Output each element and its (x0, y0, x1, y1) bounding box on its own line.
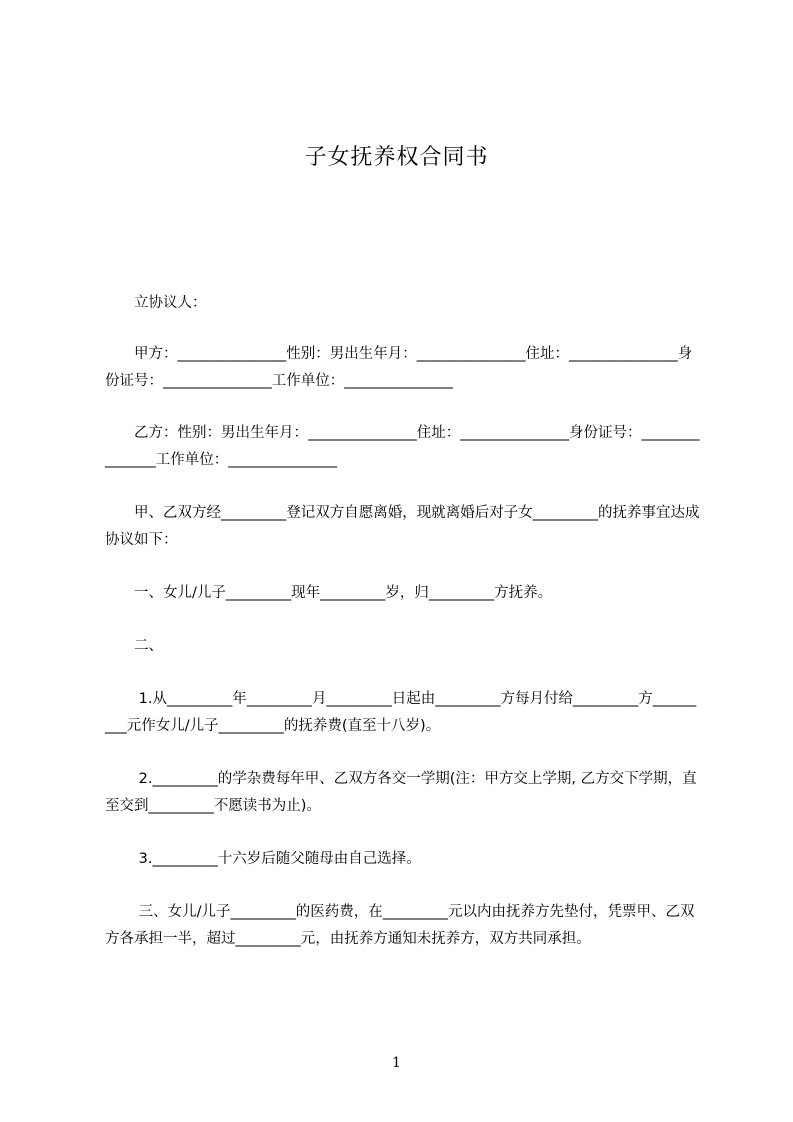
document-title: 子女抚养权合同书 (304, 145, 489, 170)
paragraph-preamble: 甲、乙双方经_________登记双方自愿离婚，现就离婚后对子女_________的抚养事宜达成协议如下： (105, 505, 700, 548)
paragraph-parties-intro: 立协议人： (105, 295, 207, 311)
page-number: 1 (392, 1055, 401, 1071)
paragraph-clause-1: 一、女儿/儿子_________现年_________岁，归_________方抚养。 (105, 585, 553, 601)
paragraph-party-a: 甲方：_______________性别：男出生年月：_______________住址：_______________身份证号：_______________工作单位：_______________ (105, 346, 693, 389)
paragraph-party-b: 乙方：性别：男出生年月：_______________住址：_______________身份证号：_______________工作单位：_______________ (105, 425, 700, 468)
paragraph-clause-2: 二、 (105, 638, 163, 654)
paragraph-clause-2-item-2: 2._________的学杂费每年甲、乙双方各交一学期(注：甲方交上学期, 乙方交下学期，直至交到_________不愿读书为止)。 (105, 771, 697, 814)
paragraph-clause-3: 三、女儿/儿子_________的医药费，在_________元以内由抚养方先垫付，凭票甲、乙双方各承担一半，超过_________元，由抚养方通知未抚养方，双方共同承担。 (105, 904, 695, 947)
paragraph-clause-2-item-3: 3._________十六岁后随父随母由自己选择。 (105, 851, 421, 867)
paragraph-clause-2-item-1: 1.从_________年_________月_________日起由_________方每月付给_________方_________元作女儿/儿子_________的抚养费(直至十八岁)。 (105, 691, 697, 734)
